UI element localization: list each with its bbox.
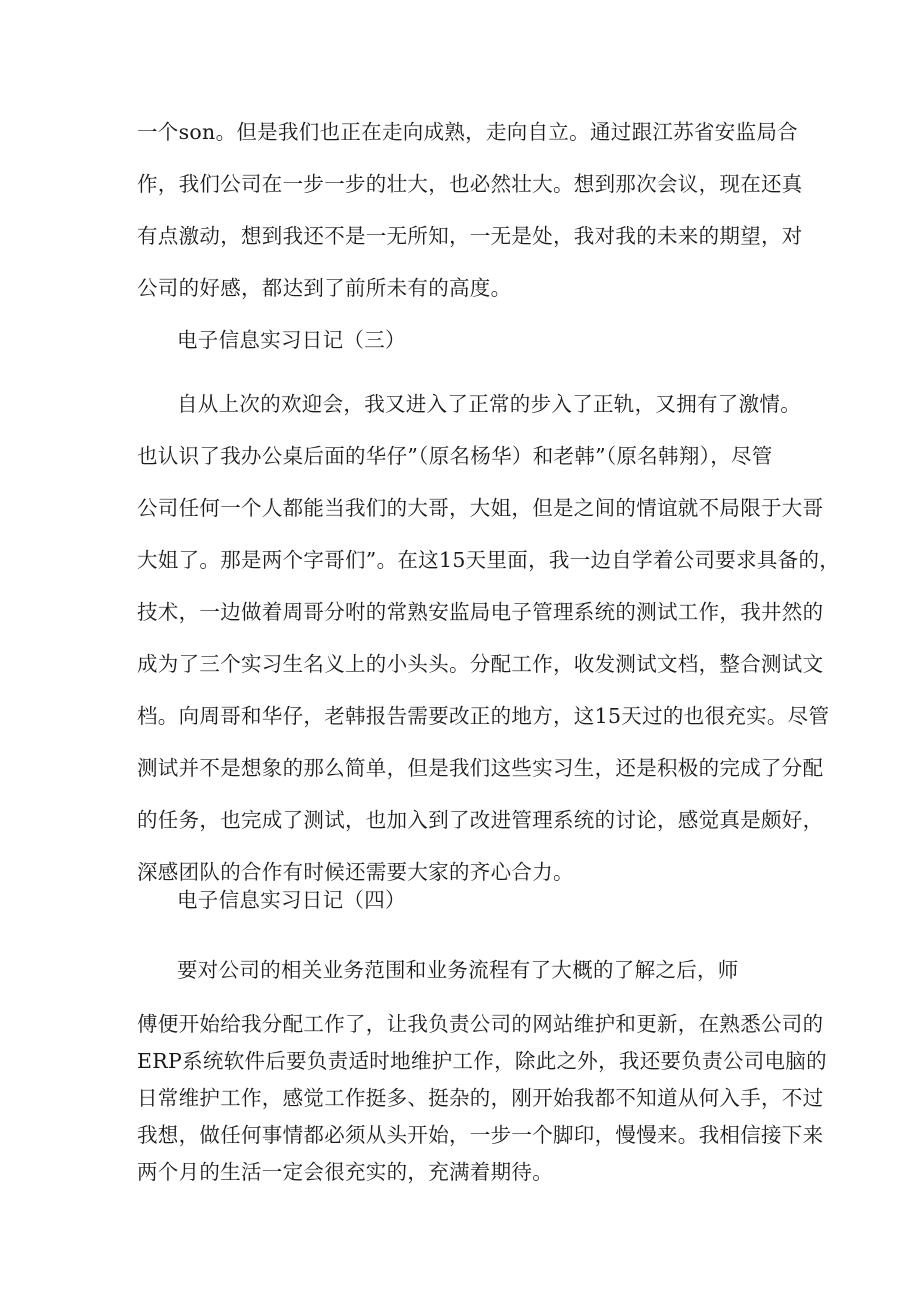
- text-line: 测试并不是想象的那么简单，但是我们这些实习生，还是积极的完成了分配: [137, 756, 824, 780]
- text-line: 也认识了我办公桌后面的华仔”（原名杨华）和老韩”（原名韩翔），尽管: [137, 444, 773, 468]
- text-line: 大姐了。那是两个字哥们”。在这15天里面，我一边自学着公司要求具备的，: [137, 548, 841, 572]
- paragraph-diary-four-lead: [137, 944, 785, 996]
- section-heading-three: 电子信息实习日记（三）: [177, 328, 406, 352]
- section-heading-four: 电子信息实习日记（四）: [177, 888, 406, 912]
- paragraph-diary-four-body: [137, 1006, 827, 1191]
- text-line: 档。向周哥和华仔，老韩报告需要改正的地方，这15天过的也很充实。尽管: [137, 704, 830, 728]
- text-line: ERP系统软件后要负责适时地维护工作，除此之外，我还要负责公司电脑的: [137, 1049, 827, 1073]
- text-line: 成为了三个实习生名义上的小头头。分配工作，收发测试文档，整合测试文: [137, 652, 824, 676]
- text-line: 作，我们公司在一步一步的壮大，也必然壮大。想到那次会议，现在还真: [137, 172, 803, 196]
- text-line: 自从上次的欢迎会，我又进入了正常的步入了正轨，又拥有了激情。: [177, 392, 801, 416]
- text-line: 深感团队的合作有时候还需要大家的齐心合力。: [137, 860, 574, 884]
- text-line: 公司任何一个人都能当我们的大哥，大姐，但是之间的情谊就不局限于大哥: [137, 496, 824, 520]
- text-line: 两个月的生活一定会很充实的，充满着期待。: [137, 1160, 553, 1184]
- text-line: 技术，一边做着周哥分咐的常熟安监局电子管理系统的测试工作，我井然的: [137, 600, 824, 624]
- text-line: 一个son。但是我们也正在走向成熟，走向自立。通过跟江苏省安监局合: [137, 120, 798, 144]
- paragraph-diary-three: [137, 378, 841, 898]
- text-line: 公司的好感，都达到了前所未有的高度。: [137, 276, 512, 300]
- paragraph-intro: [137, 106, 803, 314]
- text-line: 日常维护工作，感觉工作挺多、挺杂的，刚开始我都不知道从何入手，不过: [137, 1086, 824, 1110]
- text-line: 我想，做任何事情都必须从头开始，一步一个脚印，慢慢来。我相信接下来: [137, 1123, 824, 1147]
- text-line: 的任务，也完成了测试，也加入到了改进管理系统的讨论，感觉真是颇好，: [137, 808, 824, 832]
- text-line: 要对公司的相关业务范围和业务流程有了大概的了解之后，师: [177, 958, 739, 982]
- text-line: 傅便开始给我分配工作了，让我负责公司的网站维护和更新，在熟悉公司的: [137, 1012, 824, 1036]
- text-line: 有点激动，想到我还不是一无所知，一无是处，我对我的未来的期望，对: [137, 224, 803, 248]
